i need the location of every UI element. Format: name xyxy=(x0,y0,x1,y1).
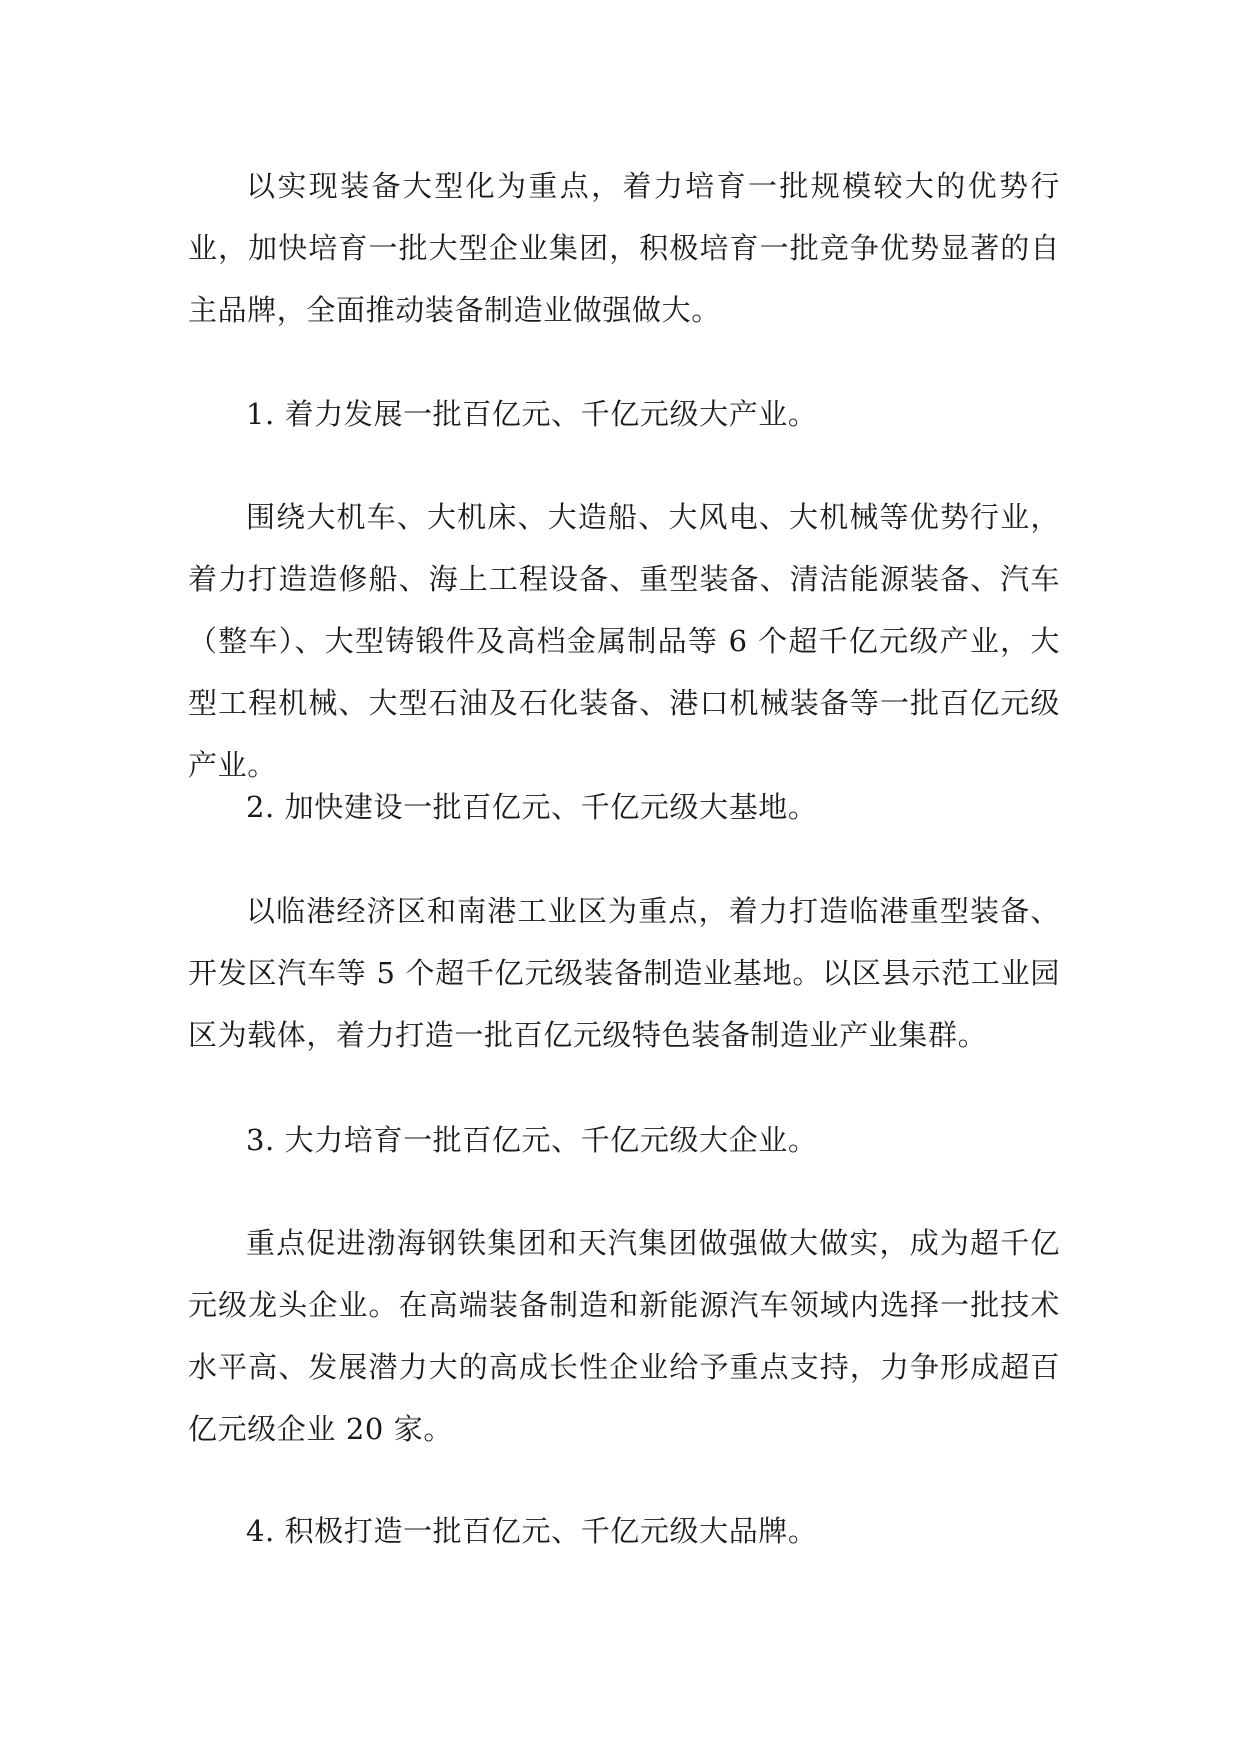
section-body-3: 重点促进渤海钢铁集团和天汽集团做强做大做实，成为超千亿元级龙头企业。在高端装备制造和新能源汽车领域内选择一批技术水平高、发展潜力大的高成长性企业给予重点支持，力争形成超百亿元级企业 20 家。 xyxy=(188,1226,1060,1446)
section-heading-2: 2. 加快建设一批百亿元、千亿元级大基地。 xyxy=(246,790,818,824)
section-heading-1: 1. 着力发展一批百亿元、千亿元级大产业。 xyxy=(246,397,818,431)
section-body-2: 以临港经济区和南港工业区为重点，着力打造临港重型装备、开发区汽车等 5 个超千亿元级装备制造业基地。以区县示范工业园区为载体，着力打造一批百亿元级特色装备制造业产业集群。 xyxy=(188,894,1060,1052)
section-body-1: 围绕大机车、大机床、大造船、大风电、大机械等优势行业，着力打造造修船、海上工程设备、重型装备、清洁能源装备、汽车（整车）、大型铸锻件及高档金属制品等 6 个超千亿元级产业，大型工程机械、大型石油及石化装备、港口机械装备等一批百亿元级产业。 xyxy=(188,500,1060,782)
section-heading-4: 4. 积极打造一批百亿元、千亿元级大品牌。 xyxy=(246,1514,818,1548)
section-heading-3: 3. 大力培育一批百亿元、千亿元级大企业。 xyxy=(246,1123,818,1157)
intro-paragraph: 以实现装备大型化为重点，着力培育一批规模较大的优势行业，加快培育一批大型企业集团，积极培育一批竞争优势显著的自主品牌，全面推动装备制造业做强做大。 xyxy=(188,169,1060,327)
